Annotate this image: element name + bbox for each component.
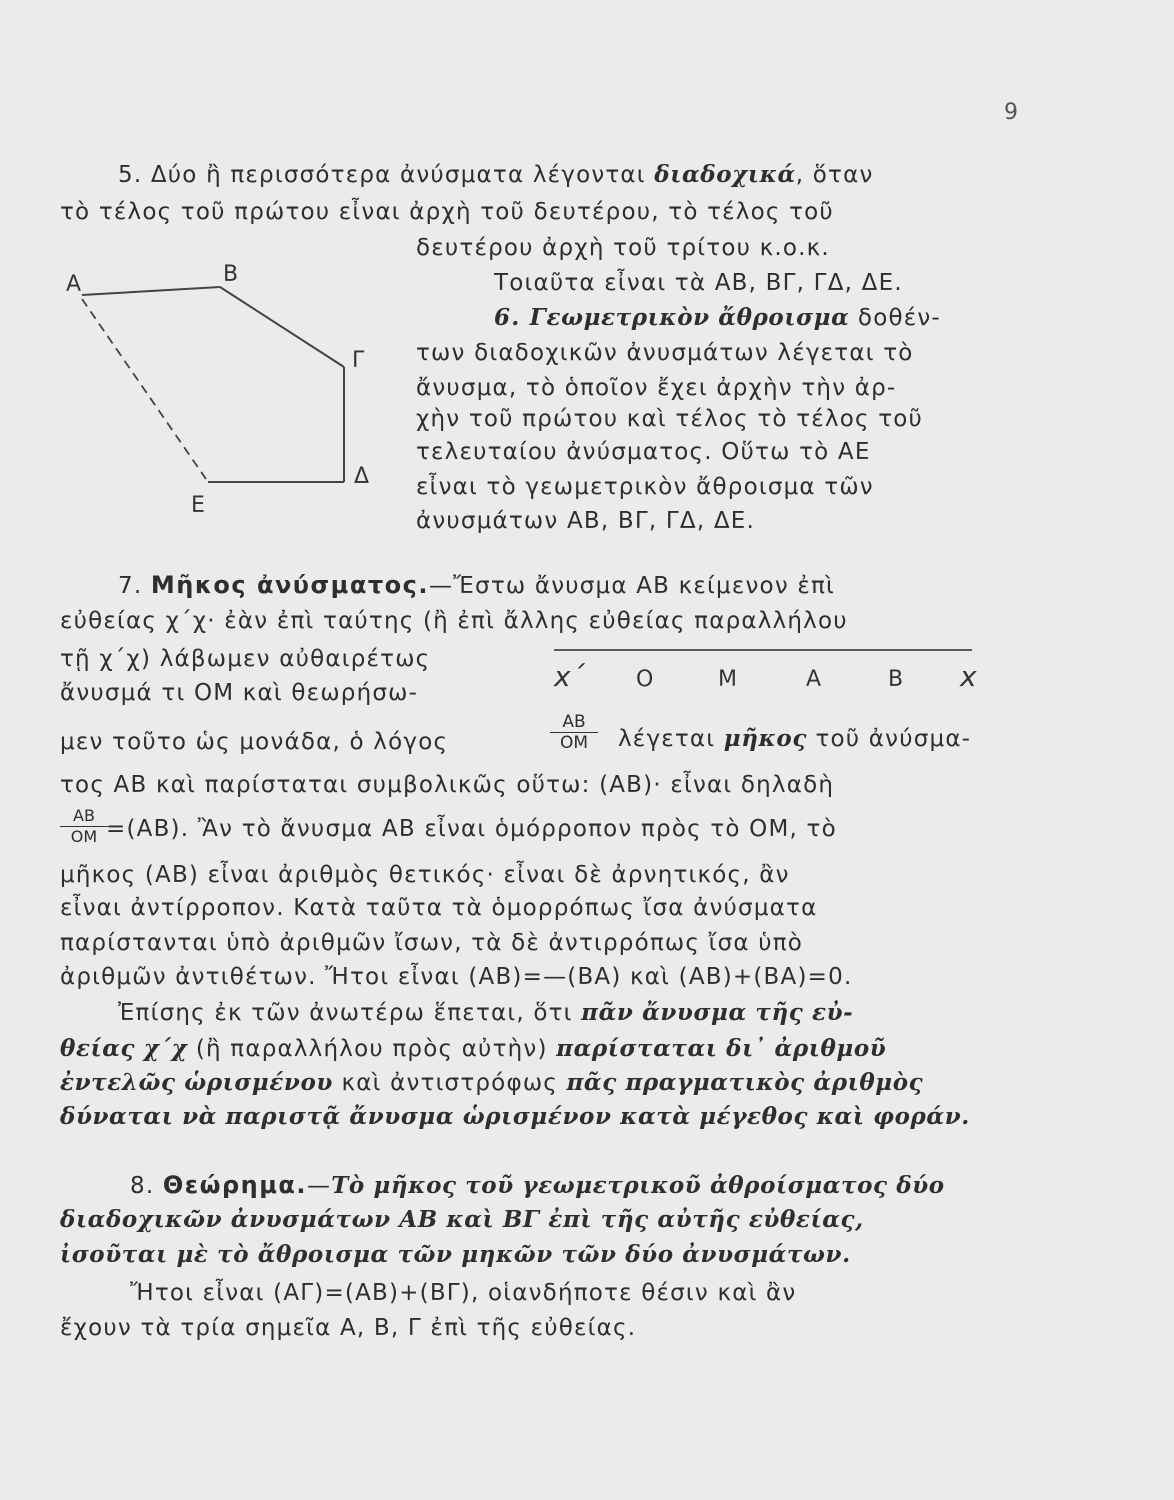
label-a: Α xyxy=(66,272,82,297)
s7-line-2: εὐθείας χ΄χ· ἐὰν ἐπὶ ταύτης (ἢ ἐπὶ ἄλλης εὐθείας παραλλήλου xyxy=(60,608,848,634)
fraction-numerator: ΑΒ xyxy=(73,806,95,825)
s8-line-1 xyxy=(130,1170,945,1201)
fraction-ab-om xyxy=(550,712,598,753)
s8-line-5: ἔχουν τὰ τρία σημεῖα Α, Β, Γ ἐπὶ τῆς εὐθείας. xyxy=(60,1315,637,1341)
s7-number: 7. xyxy=(118,573,151,599)
s7-text: Ἐπίσης ἐκ τῶν ἀνωτέρω ἕπεται, ὅτι xyxy=(118,1000,582,1026)
s8-line-3: ἰσοῦται μὲ τὸ ἄθροισμα τῶν μηκῶν τῶν δύο ἀνυσμάτων. xyxy=(60,1241,851,1268)
s7-text: (ἢ παραλλήλου πρὸς αὐτὴν) xyxy=(187,1036,557,1062)
s7-line-11: ἀριθμῶν ἀντιθέτων. Ἤτοι εἶναι (ΑΒ)=—(ΒΑ) καὶ (ΑΒ)+(ΒΑ)=0. xyxy=(60,964,853,990)
s6-line-2: των διαδοχικῶν ἀνυσμάτων λέγεται τὸ xyxy=(416,340,914,366)
s7-line-6: τος ΑΒ καὶ παρίσταται συμβολικῶς οὕτω: (ΑΒ)· εἶναι δηλαδὴ xyxy=(60,772,835,798)
s7-line-5a: μεν τοῦτο ὡς μονάδα, ὁ λόγος xyxy=(60,729,449,755)
s7-text: λέγεται xyxy=(618,726,724,752)
s8-line-2: διαδοχικῶν ἀνυσμάτων ΑΒ καὶ ΒΓ ἐπὶ τῆς αὐτῆς εὐθείας, xyxy=(60,1206,864,1233)
s5-line-3: δευτέρου ἀρχὴ τοῦ τρίτου κ.ο.κ. xyxy=(416,235,830,261)
term-diadochika: διαδοχικά xyxy=(654,161,796,188)
label-b: Β xyxy=(223,262,239,287)
emphasis-text: παρίσταται δι᾿ ἀριθμοῦ xyxy=(556,1035,887,1062)
vector-sum-figure xyxy=(60,255,400,525)
label-b-axis: Β xyxy=(888,667,904,692)
s6-line-5: τελευταίου ἀνύσματος. Οὕτω τὸ ΑΕ xyxy=(416,439,871,465)
s7-line-4: ἄνυσμά τι ΟΜ καὶ θεωρήσω- xyxy=(60,680,419,706)
label-x-prime: x΄ xyxy=(554,660,585,693)
s8-number: 8. xyxy=(130,1173,163,1199)
s6-text: δοθέν- xyxy=(849,305,941,331)
s7-text: τοῦ ἀνύσμα- xyxy=(806,726,972,752)
s7-line-5b xyxy=(618,724,971,754)
vector-ae-dashed xyxy=(82,299,206,479)
s6-line-1 xyxy=(494,303,941,333)
s7-heading: Μῆκος ἀνύσματος. xyxy=(150,571,429,599)
s5-text: , ὅταν xyxy=(795,162,874,188)
s7-line-3: τῇ χ΄χ) λάβωμεν αὐθαιρέτως xyxy=(60,646,431,672)
theorem-text: Τὸ μῆκος τοῦ γεωμετρικοῦ ἀθροίσματος δύο xyxy=(331,1172,945,1199)
s5-line-1 xyxy=(118,160,874,190)
s6-number: 6. xyxy=(494,304,530,331)
label-o: Ο xyxy=(636,667,654,692)
s8-heading: Θεώρημα. xyxy=(162,1171,308,1199)
vector-ab xyxy=(82,287,220,295)
s7-text: —Ἔστω ἄνυσμα ΑΒ κείμενον ἐπὶ xyxy=(428,573,836,599)
s6-line-4: χὴν τοῦ πρώτου καὶ τέλος τὸ τέλος τοῦ xyxy=(416,406,924,432)
s7-line-10: παρίστανται ὑπὸ ἀριθμῶν ἴσων, τὰ δὲ ἀντιρρόπως ἴσα ὑπὸ xyxy=(60,930,804,956)
s7-line-12 xyxy=(118,998,853,1028)
page-number: 9 xyxy=(1004,100,1018,125)
term-geometric-sum: Γεωμετρικὸν ἄθροισμα xyxy=(529,304,850,331)
s8-line-4: Ἤτοι εἶναι (ΑΓ)=(ΑΒ)+(ΒΓ), οἱανδήποτε θέσιν καὶ ἂν xyxy=(130,1280,797,1306)
s6-line-7: ἀνυσμάτων ΑΒ, ΒΓ, ΓΔ, ΔΕ. xyxy=(416,508,756,534)
s7-line-9: εἶναι ἀντίρροπον. Κατὰ ταῦτα τὰ ὁμορρόπως ἴσα ἀνύσματα xyxy=(60,895,818,921)
s8-dash: — xyxy=(307,1173,332,1199)
axis-figure xyxy=(548,638,988,698)
s7-text: καὶ ἀντιστρόφως xyxy=(333,1070,567,1096)
emphasis-text: πᾶν ἄνυσμα τῆς εὐ- xyxy=(581,999,854,1026)
s7-line-7: =(ΑΒ). Ἂν τὸ ἄνυσμα ΑΒ εἶναι ὁμόρροπον πρὸς τὸ ΟΜ, τὸ xyxy=(106,816,837,842)
label-d: Δ xyxy=(354,464,370,489)
fraction-numerator: ΑΒ xyxy=(562,712,586,732)
vector-bg xyxy=(220,287,344,367)
fraction-denominator: ΟΜ xyxy=(60,826,108,847)
s5-line-2: τὸ τέλος τοῦ πρώτου εἶναι ἀρχὴ τοῦ δευτέρου, τὸ τέλος τοῦ xyxy=(60,199,834,225)
s7-line-1 xyxy=(118,570,835,601)
fraction-ab-om-2 xyxy=(60,806,108,847)
s6-line-3: ἄνυσμα, τὸ ὁποῖον ἔχει ἀρχὴν τὴν ἀρ- xyxy=(416,375,897,401)
label-g: Γ xyxy=(352,348,365,373)
s6-line-6: εἶναι τὸ γεωμετρικὸν ἄθροισμα τῶν xyxy=(416,474,874,500)
s7-line-13 xyxy=(60,1034,886,1064)
label-m: Μ xyxy=(718,667,737,692)
emphasis-text: ἐντελῶς ὡρισμένου xyxy=(60,1069,333,1096)
term-mikos: μῆκος xyxy=(723,725,807,752)
label-e: Ε xyxy=(191,493,205,518)
emphasis-text: πᾶς πραγματικὸς ἀριθμὸς xyxy=(566,1069,924,1096)
label-a-axis: Α xyxy=(806,667,822,692)
label-x: x xyxy=(960,660,977,693)
s5-line-4: Τοιαῦτα εἶναι τὰ ΑΒ, ΒΓ, ΓΔ, ΔΕ. xyxy=(494,270,903,296)
fraction-denominator: ΟΜ xyxy=(550,732,598,753)
s7-line-15: δύναται νὰ παριστᾷ ἄνυσμα ὡρισμένον κατὰ μέγεθος καὶ φοράν. xyxy=(60,1103,970,1130)
s7-line-8: μῆκος (ΑΒ) εἶναι ἀριθμὸς θετικός· εἶναι δὲ ἀρνητικός, ἂν xyxy=(60,862,790,888)
s5-text: 5. Δύο ἢ περισσότερα ἀνύσματα λέγονται xyxy=(118,162,655,188)
emphasis-text: θείας χ΄χ xyxy=(60,1035,188,1062)
s7-line-14 xyxy=(60,1068,923,1098)
